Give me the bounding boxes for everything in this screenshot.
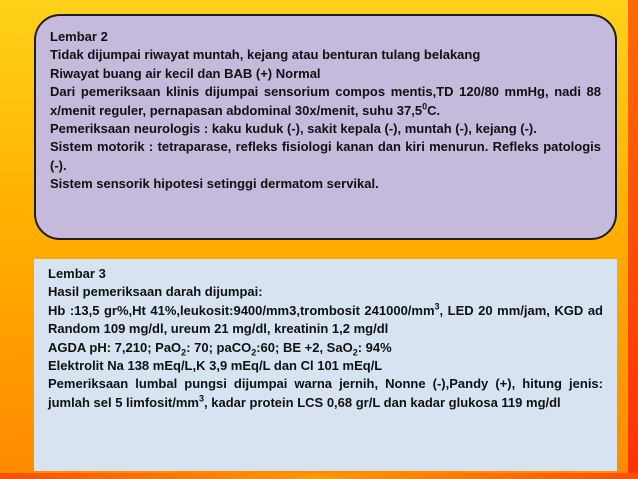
agda-part-4: : 94%: [357, 339, 392, 355]
slide-edge-bottom: [0, 473, 638, 479]
darah-text: Hb :13,5 gr%,Ht 41%,leukosit:9400/mm3,trombosit 241000/mm: [48, 302, 435, 318]
lembar-3-elektrolit: Elektrolit Na 138 mEq/L,K 3,9 mEq/L dan Cl 101 mEq/L: [48, 358, 383, 374]
lembar-3-box: [34, 259, 617, 471]
lembar-2-pemeriksaan-klinis: [50, 83, 601, 120]
agda-sub-3: 2: [352, 347, 358, 358]
lembar-2-sistem-sensorik: Sistem sensorik hipotesi setinggi dermatom servikal.: [50, 176, 379, 192]
agda-part-3: :60; BE +2, SaO: [256, 339, 353, 355]
lembar-2-line-riwayat-bak-bab: Riwayat buang air kecil dan BAB (+) Normal: [50, 65, 321, 81]
lembar-3-hasil-darah: [48, 302, 603, 339]
klinis-text: Dari pemeriksaan klinis dijumpai sensorium compos mentis,TD 120/80 mmHg, nadi 88 x/menit reguler, pernapasan abdominal 30x/menit, suhu 37,5: [50, 84, 601, 118]
lumbal-text-after: , kadar protein LCS 0,68 gr/L dan kadar glukosa 119 mg/dl: [204, 394, 561, 410]
lumbal-sup: 3: [199, 393, 205, 404]
lumbal-text: Pemeriksaan lumbal pungsi dijumpai warna jernih, Nonne (-),Pandy (+), hitung jenis: jumlah sel 5 limfosit/mm: [48, 376, 603, 410]
agda-part-1: AGDA pH: 7,210; PaO: [48, 339, 182, 355]
klinis-unit: C.: [427, 102, 441, 118]
darah-text-after: , LED 20 mm/jam, KGD ad Random 109 mg/dl, ureum 21 mg/dl, kreatinin 1,2 mg/dl: [48, 302, 603, 337]
lembar-2-title: Lembar 2: [50, 29, 108, 44]
lembar-2-line-riwayat-muntah: Tidak dijumpai riwayat muntah, kejang atau benturan tulang belakang: [50, 47, 481, 63]
lembar-3-intro: Hasil pemeriksaan darah dijumpai:: [48, 284, 263, 300]
lembar-3-agda: [48, 339, 603, 357]
slide-edge-right: [628, 0, 638, 479]
darah-sup: 3: [434, 301, 440, 312]
lembar-3-lumbal-pungsi: [48, 375, 603, 412]
lembar-3-title: Lembar 3: [48, 266, 106, 281]
klinis-degree-sup: 0: [422, 101, 428, 112]
agda-sub-1: 2: [181, 347, 187, 358]
agda-part-2: : 70; paCO: [186, 339, 252, 355]
lembar-2-sistem-motorik: Sistem motorik : tetraparase, refleks fisiologi kanan dan kiri menurun. Refleks patologis (-).: [50, 139, 601, 173]
lembar-2-pemeriksaan-neurologis: Pemeriksaan neurologis : kaku kuduk (-), sakit kepala (-), muntah (-), kejang (-).: [50, 121, 537, 137]
lembar-2-box: [34, 14, 617, 240]
agda-sub-2: 2: [251, 347, 257, 358]
